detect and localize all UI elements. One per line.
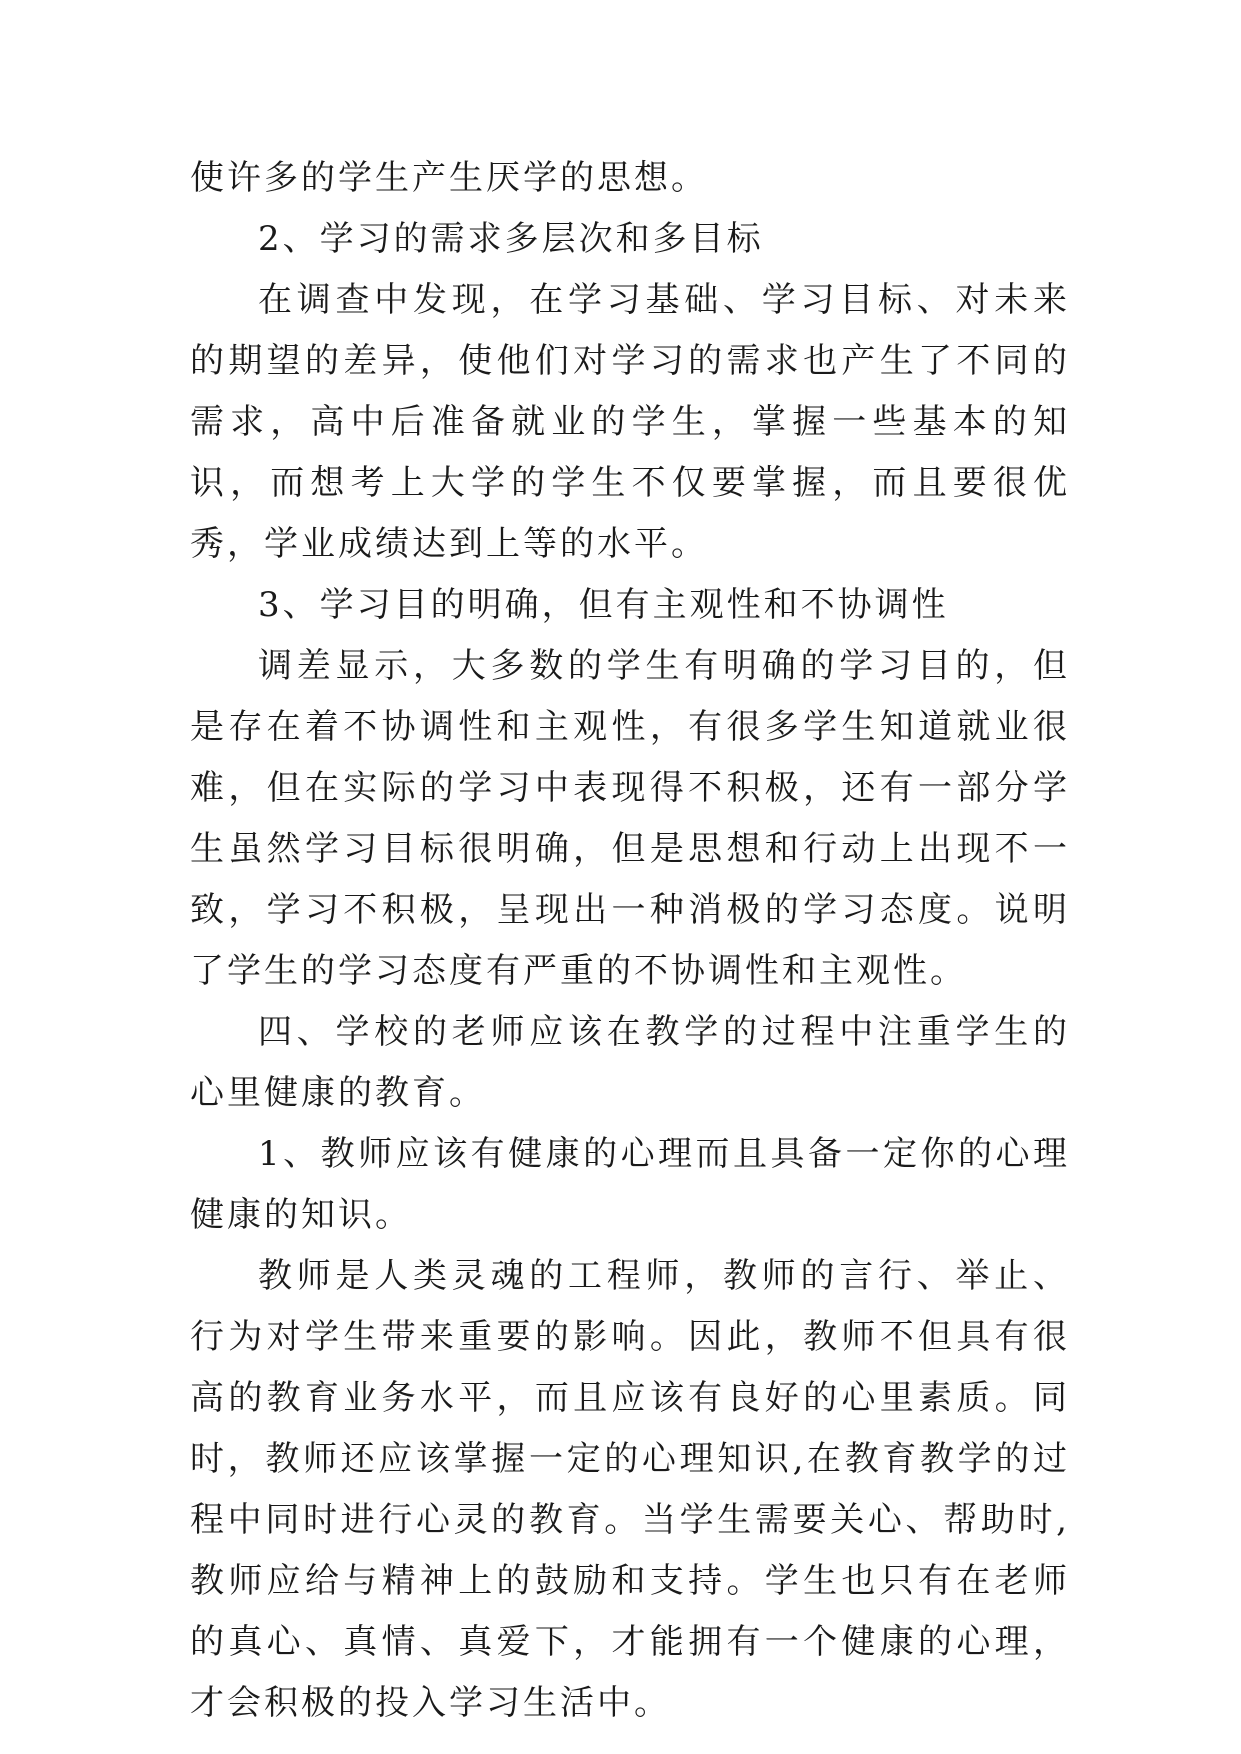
paragraph-survey-findings: 在调查中发现，在学习基础、学习目标、对未来的期望的差异，使他们对学习的需求也产生了不同的需求，高中后准备就业的学生，掌握一些基本的知识，而想考上大学的学生不仅要掌握，而且要很优秀，学业成绩达到上等的水平。 [190,280,1070,564]
heading-2-learning-needs: 2、学习的需求多层次和多目标 [258,219,764,259]
body-text [190,148,1070,1734]
paragraph-survey-display: 调差显示，大多数的学生有明确的学习目的，但是存在着不协调性和主观性，有很多学生知道就业很难，但在实际的学习中表现得不积极，还有一部分学生虽然学习目标很明确，但是思想和行动上出现不一致，学习不积极，呈现出一种消极的学习态度。说明了学生的学习态度有严重的不协调性和主观性。 [190,646,1070,991]
paragraph-1: 使许多的学生产生厌学的思想。 [190,158,708,198]
paragraph-teacher-role: 教师是人类灵魂的工程师，教师的言行、举止、行为对学生带来重要的影响。因此，教师不但具有很高的教育业务水平，而且应该有良好的心里素质。同时，教师还应该掌握一定的心理知识,在教育教学的过程中同时进行心灵的教育。当学生需要关心、帮助时,教师应给与精神上的鼓励和支持。学生也只有在老师的真心、真情、真爱下，才能拥有一个健康的心理，才会积极的投入学习生活中。 [190,1256,1070,1723]
heading-3-learning-goals: 3、学习目的明确，但有主观性和不协调性 [258,585,949,625]
heading-1-teacher-health: 1、教师应该有健康的心理而且具备一定你的心理健康的知识。 [190,1134,1070,1235]
heading-section-four: 四、学校的老师应该在教学的过程中注重学生的心里健康的教育。 [190,1012,1070,1113]
